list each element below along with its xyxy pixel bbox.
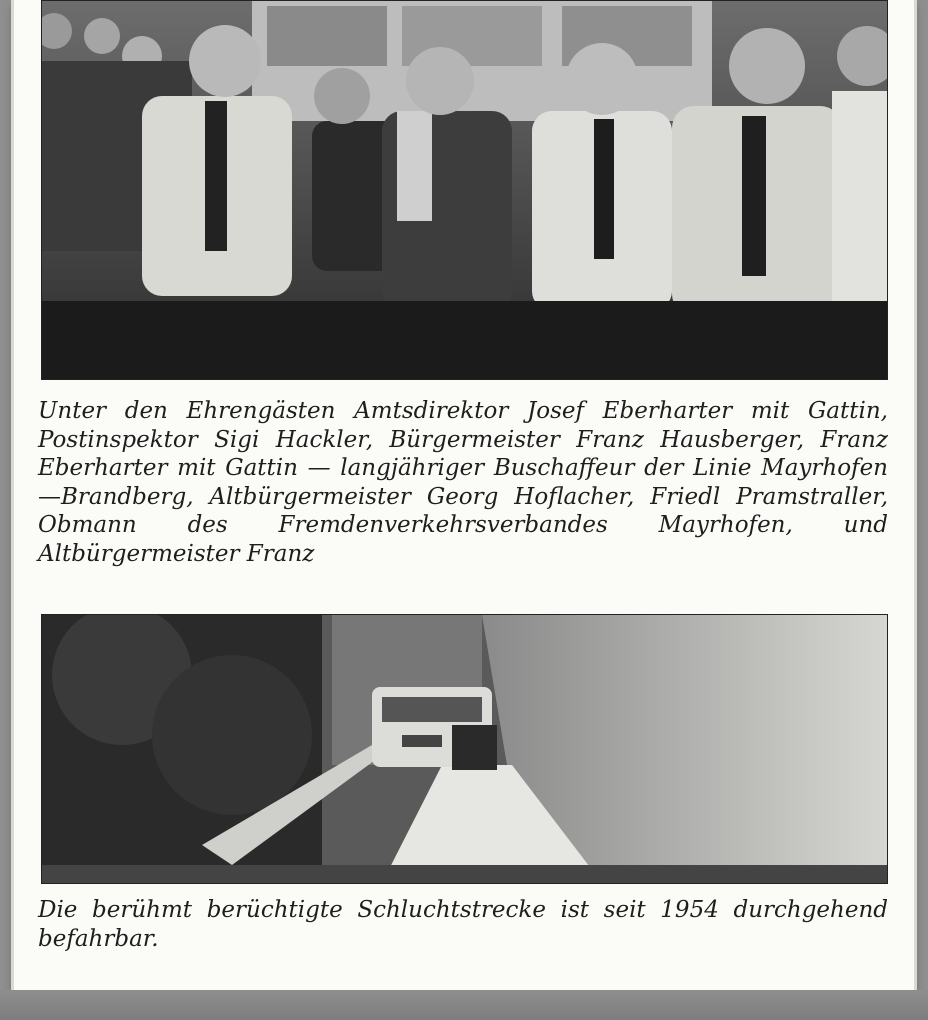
scanned-page-bottom-edge	[0, 990, 928, 1020]
caption-gorge-route: Die berühmt berüchtigte Schluchtstrecke ist seit 1954 durchgehend befahrbar.	[38, 897, 888, 952]
photo-gorge-road-bus	[41, 614, 888, 884]
group-photo-image	[42, 1, 887, 379]
document-page	[14, 0, 914, 1000]
gorge-road-image	[42, 615, 887, 883]
caption-honored-guests: Unter den Ehrengästen Amtsdirektor Josef Eberharter mit Gattin, Postinspektor Sigi Hackler, Bürgermeister Franz Hausberger, Franz Eberharter mit Gattin — langjähriger Buschaffeur der Linie Mayrhofen—Brandberg, Altbürgermeister Georg Hoflacher, Friedl Pramstraller, Obmann des Fremdenverkehrsverbandes Mayrhofen, und Altbürgermeister Franz	[38, 398, 888, 567]
group-photo-honored-guests	[41, 0, 888, 380]
